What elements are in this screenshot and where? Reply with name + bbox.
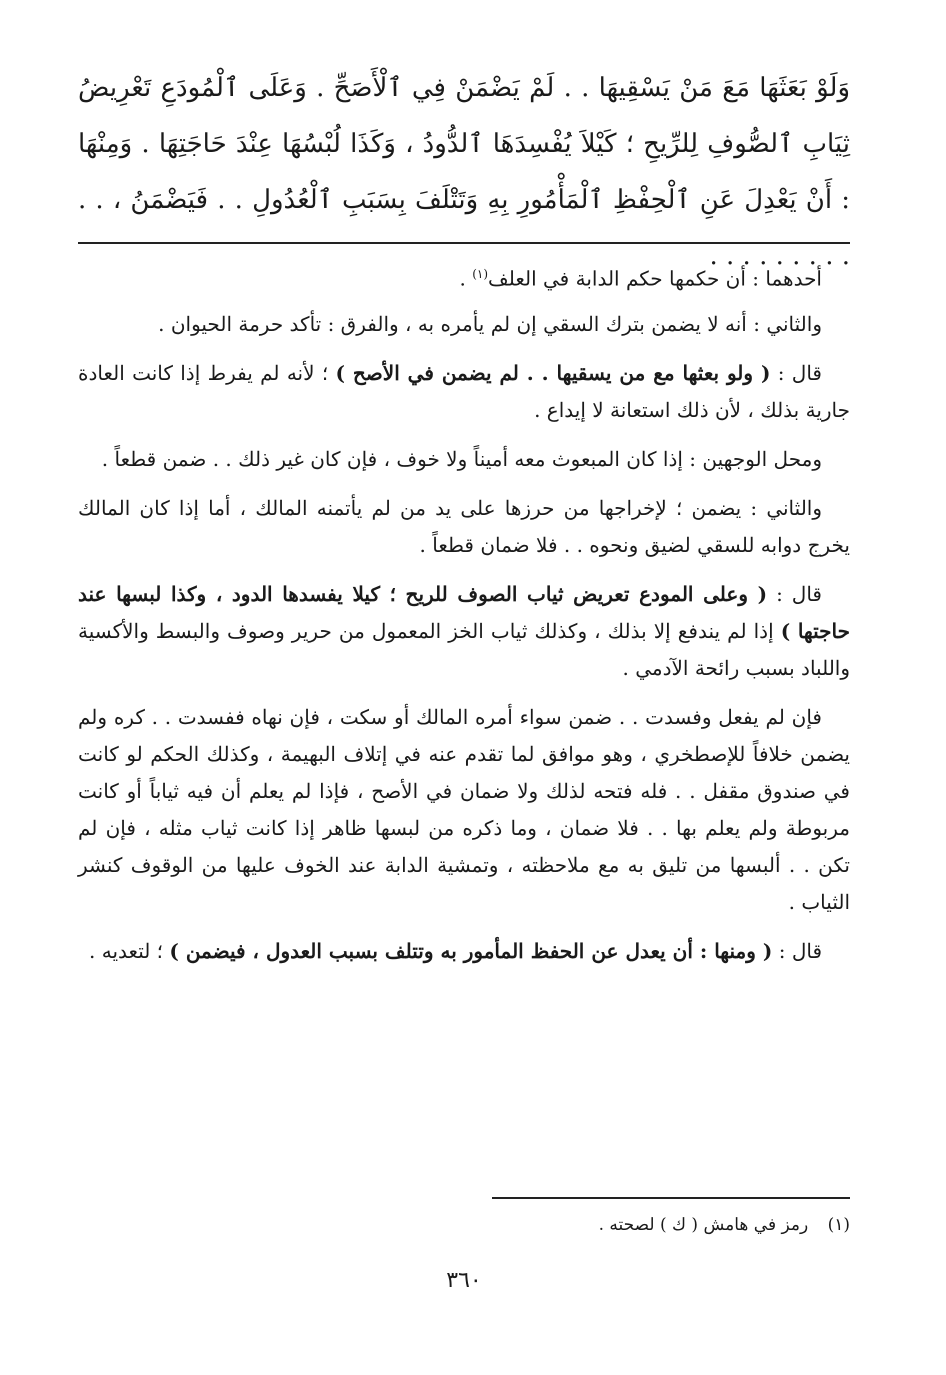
sharh-p8-rest: ؛ لتعديه . (89, 938, 170, 963)
sharh-p1-tail: . (459, 266, 473, 291)
book-page (78, 60, 850, 1350)
sharh-paragraph-3 (78, 355, 850, 429)
qala-label: قال : (767, 581, 822, 606)
matn-text (78, 60, 851, 271)
matn-line-1: وَلَوْ بَعَثَهَا مَعَ مَنْ يَسْقِيهَا . . لَمْ يَضْمَنْ فِي ٱلْأَصَحِّ . وَعَلَى ٱلْمُودَعِ تَعْرِيضُ ثِيَابِ (78, 73, 850, 159)
footnote-separator-line (492, 1197, 850, 1199)
footnote-number: (١) (827, 1215, 850, 1235)
sharh-paragraph-1 (78, 256, 850, 298)
sharh-paragraph-8 (78, 933, 850, 970)
footnote (78, 1212, 850, 1238)
quoted-matn: ( وعلى المودع تعريض ثياب الصوف للريح ؛ كيلا يفسدها الدود ، وكذا لبسها عند حاجتها ) (78, 581, 851, 643)
sharh-paragraph-5: والثاني : يضمن ؛ لإخراجها من حرزها على يد من لم يأتمنه المالك ، أما إذا كان المالك يخرج دوابه للسقي لضيق ونحوه . . فلا ضمان قطعاً . (78, 495, 850, 557)
matn-separator-line (78, 242, 850, 244)
sharh-paragraph-4: ومحل الوجهين : إذا كان المبعوث معه أميناً ولا خوف ، فإن كان غير ذلك . . ضمن قطعاً . (101, 446, 822, 471)
quoted-matn: ( ومنها : أن يعدل عن الحفظ المأمور به وتتلف بسبب العدول ، فيضمن ) (169, 938, 773, 963)
footnote-text: رمز في هامش ( ك ) لصحته . (598, 1215, 809, 1235)
sharh-p1-text: أحدهما : أن حكمها حكم الدابة في العلف (488, 266, 822, 291)
qala-label: قال : (770, 360, 822, 385)
page-number: ٣٦٠ (446, 1268, 482, 1293)
sharh-p6-rest: إذا لم يندفع إلا بذلك ، وكذلك ثياب الخز المعمول من حرير وصوف والبسط والأكسية واللباد بسبب رائحة الآدمي . (78, 618, 850, 680)
sharh-p3-rest: ؛ لأنه لم يفرط إذا كانت العادة جارية بذلك ، لأن ذلك استعانة لا إيداع . (78, 360, 850, 422)
matn-line-2: ٱلصُّوفِ لِلرِّيحِ ؛ كَيْلاَ يُفْسِدَهَا ٱلدُّودُ ، وَكَذَا لُبْسُهَا عِنْدَ حَاجَتِهَا . وَمِنْهَا : أَنْ (78, 129, 851, 215)
sharh-paragraph-2: والثاني : أنه لا يضمن بترك السقي إن لم يأمره به ، والفرق : تأكد حرمة الحيوان . (158, 311, 822, 336)
sharh-commentary (78, 256, 850, 982)
quoted-matn: ( ولو بعثها مع من يسقيها . . لم يضمن في الأصح ) (335, 360, 771, 385)
matn-dots: . . . . . . . . . . . (78, 185, 850, 271)
sharh-paragraph-7: فإن لم يفعل وفسدت . . ضمن سواء أمره المالك أو سكت ، فإن نهاه ففسدت . . كره ولم يضمن خلافاً للإصطخري ، وهو موافق لما تقدم عنه في إتلاف البهيمة ، وكذلك الحكم لو كانت في صندوق مقفل . . فله فتحه لذلك ولا ضمان في الأصح ، فإذا لم يعلم أن فيه ثياباً أو كانت مربوطة ولم يعلم بها . . فلا ضمان ، وما ذكره من لبسها ظاهر إذا كانت ثياب مثله ، فإن لم تكن . . ألبسها من تليق به مع ملاحظته ، وتمشية الدابة عند الخوف عليها من الوقوف كنشر الثياب . (78, 704, 850, 914)
qala-label: قال : (772, 938, 822, 963)
sharh-paragraph-6 (78, 576, 850, 687)
matn-line-3: يَعْدِلَ عَنِ ٱلْحِفْظِ ٱلْمَأْمُورِ بِهِ وَتَتْلَفَ بِسَبَبِ ٱلْعُدُولِ . . فَيَضْمَنُ ، (112, 185, 797, 215)
footnote-reference: (١) (472, 267, 489, 281)
